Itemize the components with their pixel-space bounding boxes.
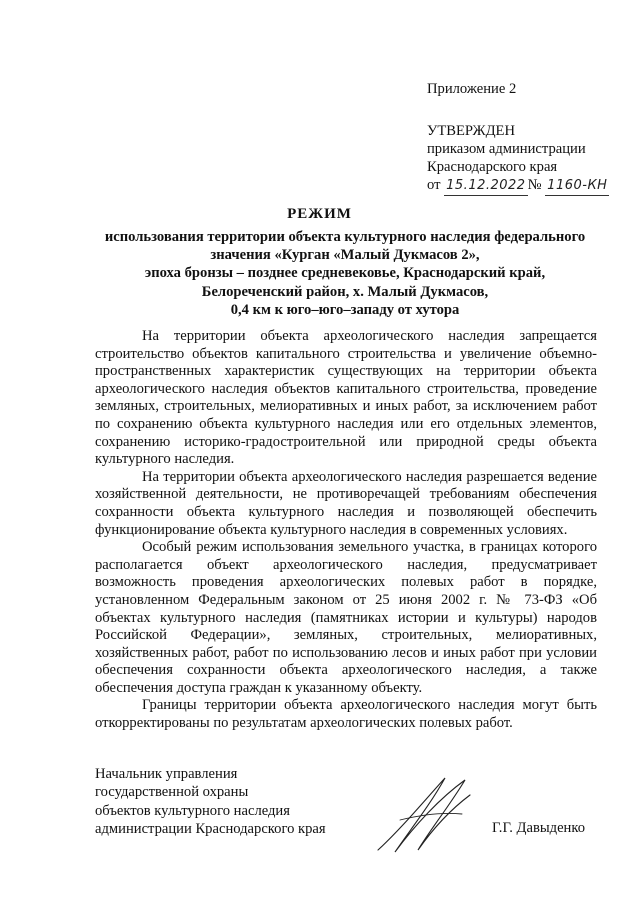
position-line: администрации Краснодарского края (95, 820, 326, 837)
subtitle-line: эпоха бронзы – позднее средневековье, Краснодарский край, (144, 265, 546, 282)
signatory-position (95, 765, 355, 838)
document-subtitle (90, 228, 600, 319)
position-line: объектов культурного наследия (95, 802, 290, 819)
document-title: РЕЖИМ (287, 206, 352, 222)
subtitle-line: Белореченский район, х. Малый Дукмасов, (201, 283, 489, 300)
signatory-name: Г.Г. Давыденко (492, 820, 586, 836)
approved-label: УТВЕРЖДЕН (427, 123, 515, 139)
subtitle-line: 0,4 км к юго–юго–западу от хутора (230, 301, 460, 318)
body-paragraph: На территории объекта археологического наследия разрешается ведение хозяйственной деятельности, не противоречащей требованиям обеспечения сохранности объекта культурного наследия и позволяющей обеспечить функционирование объекта культурного наследия в современных условиях. (95, 468, 597, 538)
body-paragraph: На территории объекта археологического наследия запрещается строительство объектов капитального строительства и увеличение объемно-пространственных характеристик существующих на территории объекта археологического наследия объектов капитального строительства, проведение земляных, строительных, мелиоративных и иных работ, за исключением работ по сохранению объекта культурного наследия или его отдельных элементов, сохранению историко-градостроительной или природной среды объекта культурного наследия. (95, 328, 597, 468)
position-line: государственной охраны (95, 784, 249, 801)
body-paragraph: Особый режим использования земельного участка, в границах которого располагается объект археологического наследия, предусматривает возможность проведения археологических полевых работ в порядке, установленном Федеральным законом от 25 июня 2002 г. № 73-ФЗ «Об объектах культурного наследия (памятниках истории и культуры) народов Российской Федерации», земляных, строительных, мелиоративных, хозяйственных работ, работ по использованию лесов и иных работ при условии обеспечения сохранности объекта археологического наследия, а также обеспечения доступа граждан к указанному объекту. (95, 539, 597, 696)
subtitle-line: значения «Курган «Малый Дукмасов 2», (210, 247, 480, 264)
number-prefix: № (527, 177, 542, 193)
approval-block (427, 80, 627, 196)
annex-label: Приложение 2 (427, 81, 517, 97)
handwritten-signature (370, 770, 480, 860)
position-line: Начальник управления (95, 766, 238, 782)
order-label: приказом администрации (427, 141, 586, 157)
region-label: Краснодарского края (427, 159, 558, 175)
subtitle-line: использования территории объекта культурного наследия федерального (104, 229, 586, 245)
handwritten-number: 1160-КН (545, 177, 609, 196)
from-prefix: от (427, 177, 441, 193)
document-body (95, 328, 597, 733)
order-date-number (427, 176, 627, 196)
handwritten-date: 15.12.2022 (444, 177, 527, 196)
body-paragraph: Границы территории объекта археологического наследия могут быть откорректированы по результатам археологических полевых работ. (95, 697, 597, 732)
